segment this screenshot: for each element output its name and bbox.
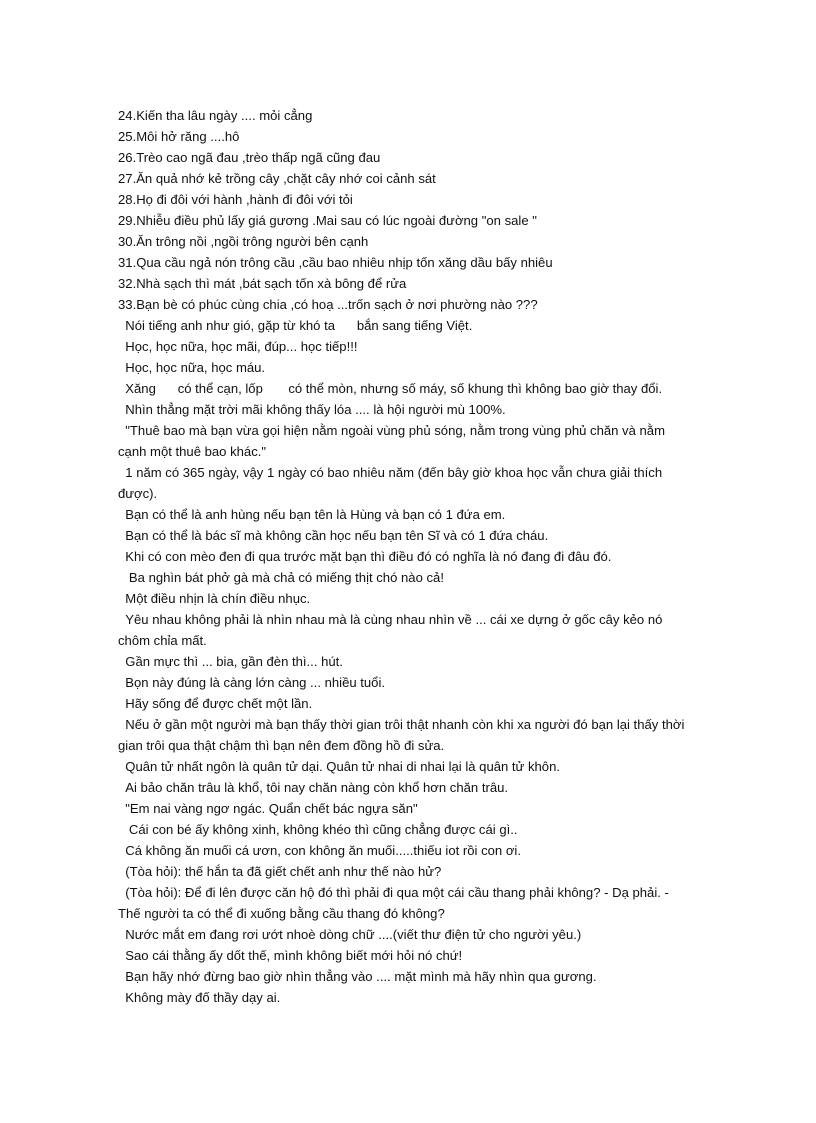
text-line: chôm chỉa mất.: [118, 633, 207, 648]
text-line: 24.Kiến tha lâu ngày .... mỏi cẳng: [118, 108, 313, 123]
text-line: Gần mực thì ... bia, gần đèn thì... hút.: [118, 654, 343, 669]
text-line: 30.Ăn trông nồi ,ngồi trông người bên cạnh: [118, 234, 369, 249]
document-body: [118, 105, 698, 1008]
text-line: 31.Qua cầu ngả nón trông cầu ,cầu bao nhiêu nhịp tốn xăng dầu bấy nhiêu: [118, 255, 553, 270]
text-line: 25.Môi hở răng ....hô: [118, 129, 240, 144]
text-line: Nước mắt em đang rơi ướt nhoè dòng chữ ....(viết thư điện tử cho người yêu.): [118, 927, 582, 942]
text-line: 28.Họ đi đôi với hành ,hành đi đôi với tỏi: [118, 192, 353, 207]
text-line: Bạn có thể là anh hùng nếu bạn tên là Hùng và bạn có 1 đứa em.: [118, 507, 506, 522]
text-line: (Tòa hỏi): thế hắn ta đã giết chết anh như thế nào hử?: [118, 864, 442, 879]
text-line: Không mày đố thầy dạy ai.: [118, 990, 281, 1005]
text-line: Bạn có thể là bác sĩ mà không cần học nếu bạn tên Sĩ và có 1 đứa cháu.: [118, 528, 549, 543]
text-line: 32.Nhà sạch thì mát ,bát sạch tốn xà bông để rửa: [118, 276, 407, 291]
text-line: 29.Nhiễu điều phủ lấy giá gương .Mai sau có lúc ngoài đường "on sale ": [118, 213, 537, 228]
text-line: Sao cái thằng ấy dốt thế, mình không biết mới hỏi nó chứ!: [118, 948, 463, 963]
text-line: Thế người ta có thể đi xuống bằng cầu thang đó không?: [118, 906, 445, 921]
text-line: cạnh một thuê bao khác.": [118, 444, 267, 459]
text-line: "Em nai vàng ngơ ngác. Quẩn chết bác ngựa săn": [118, 801, 418, 816]
text-line: Ai bảo chăn trâu là khổ, tôi nay chăn nàng còn khổ hơn chăn trâu.: [118, 780, 509, 795]
text-line: 1 năm có 365 ngày, vậy 1 ngày có bao nhiêu năm (đến bây giờ khoa học vẫn chưa giải thích: [118, 465, 663, 480]
text-line: Bọn này đúng là càng lớn càng ... nhiều tuổi.: [118, 675, 386, 690]
text-line: Nếu ở gần một người mà bạn thấy thời gian trôi thật nhanh còn khi xa người đó bạn lại thấy thời: [118, 717, 685, 732]
text-line: Xăng có thể cạn, lốp có thể mòn, nhưng số máy, số khung thì không bao giờ thay đổi.: [118, 381, 663, 396]
text-line: Khi có con mèo đen đi qua trước mặt bạn thì điều đó có nghĩa là nó đang đi đâu đó.: [118, 549, 612, 564]
text-line: 27.Ăn quả nhớ kẻ trồng cây ,chặt cây nhớ coi cảnh sát: [118, 171, 436, 186]
text-line: Học, học nữa, học máu.: [118, 360, 266, 375]
text-line: Yêu nhau không phải là nhìn nhau mà là cùng nhau nhìn về ... cái xe dựng ở gốc cây kẻo nó: [118, 612, 663, 627]
text-line: Bạn hãy nhớ đừng bao giờ nhìn thẳng vào .... mặt mình mà hãy nhìn qua gương.: [118, 969, 597, 984]
text-line: "Thuê bao mà bạn vừa gọi hiện nằm ngoài vùng phủ sóng, nằm trong vùng phủ chăn và nằm: [118, 423, 665, 438]
text-line: (Tòa hỏi): Để đi lên được căn hộ đó thì phải đi qua một cái cầu thang phải không? - Dạ phải. -: [118, 885, 669, 900]
text-line: Quân tử nhất ngôn là quân tử dại. Quân tử nhai di nhai lại là quân tử khôn.: [118, 759, 560, 774]
text-line: Ba nghìn bát phở gà mà chả có miếng thịt chó nào cả!: [118, 570, 444, 585]
text-line: gian trôi qua thật chậm thì bạn nên đem đồng hồ đi sửa.: [118, 738, 445, 753]
text-line: Hãy sống để được chết một lần.: [118, 696, 313, 711]
text-line: được).: [118, 486, 158, 501]
text-line: Cá không ăn muối cá ươn, con không ăn muối.....thiếu iot rồi con ơi.: [118, 843, 521, 858]
text-line: Nhìn thẳng mặt trời mãi không thấy lóa .... là hội người mù 100%.: [118, 402, 506, 417]
text-line: Cái con bé ấy không xinh, không khéo thì cũng chẳng được cái gì..: [118, 822, 518, 837]
text-line: Nói tiếng anh như gió, gặp từ khó ta bắn sang tiếng Việt.: [118, 318, 473, 333]
text-line: Học, học nữa, học mãi, đúp... học tiếp!!!: [118, 339, 358, 354]
text-line: 33.Bạn bè có phúc cùng chia ,có hoạ ...trốn sạch ở nơi phường nào ???: [118, 297, 538, 312]
text-line: 26.Trèo cao ngã đau ,trèo thấp ngã cũng đau: [118, 150, 381, 165]
text-line: Một điều nhịn là chín điều nhục.: [118, 591, 311, 606]
